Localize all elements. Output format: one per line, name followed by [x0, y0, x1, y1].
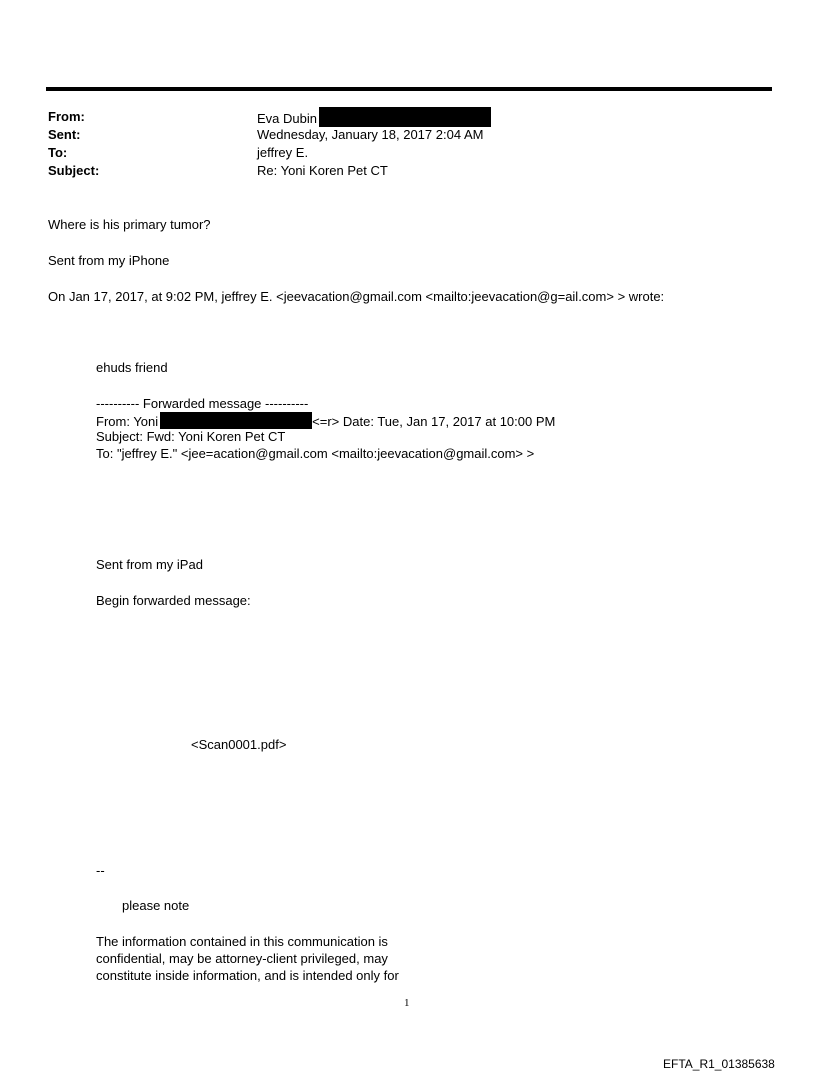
quoted-note: ehuds friend	[96, 360, 168, 375]
forward-header: ---------- Forwarded message ----------	[96, 396, 309, 411]
body-question: Where is his primary tumor?	[48, 217, 211, 232]
sent-label: Sent:	[48, 127, 81, 142]
forward-subject: Subject: Fwd: Yoni Koren Pet CT	[96, 429, 286, 444]
disclaimer-line-3: constitute inside information, and is intended only for	[96, 968, 399, 983]
body-signature: Sent from my iPhone	[48, 253, 170, 268]
sent-value: Wednesday, January 18, 2017 2:04 AM	[257, 127, 484, 142]
attachment-name: <Scan0001.pdf>	[191, 737, 287, 752]
to-value: jeffrey E.	[257, 145, 309, 160]
forward-to: To: "jeffrey E." <jee=acation@gmail.com <mailto:jeevacation@gmail.com> >	[96, 446, 535, 461]
header-rule	[46, 87, 772, 91]
begin-forwarded: Begin forwarded message:	[96, 593, 251, 608]
forward-from-prefix: From: Yoni	[96, 414, 159, 429]
disclaimer-line-2: confidential, may be attorney-client privileged, may	[96, 951, 388, 966]
please-note: please note	[122, 898, 190, 913]
redaction-box	[160, 412, 312, 429]
to-label: To:	[48, 145, 68, 160]
forward-from-suffix: <=r> Date: Tue, Jan 17, 2017 at 10:00 PM	[312, 414, 556, 429]
subject-label: Subject:	[48, 163, 100, 178]
signature-dashes: --	[96, 863, 105, 878]
document-id: EFTA_R1_01385638	[663, 1057, 775, 1071]
body-quote-intro: On Jan 17, 2017, at 9:02 PM, jeffrey E. <jeevacation@gmail.com <mailto:jeevacation@g=ail.com> > wrote:	[48, 289, 665, 304]
page-number: 1	[404, 997, 410, 1009]
from-label: From:	[48, 109, 85, 124]
from-value	[257, 107, 491, 127]
forward-from	[96, 412, 555, 430]
subject-value: Re: Yoni Koren Pet CT	[257, 163, 388, 178]
from-name: Eva Dubin	[257, 111, 317, 126]
disclaimer-line-1: The information contained in this communication is	[96, 934, 388, 949]
redaction-box	[319, 107, 491, 127]
ipad-signature: Sent from my iPad	[96, 557, 203, 572]
